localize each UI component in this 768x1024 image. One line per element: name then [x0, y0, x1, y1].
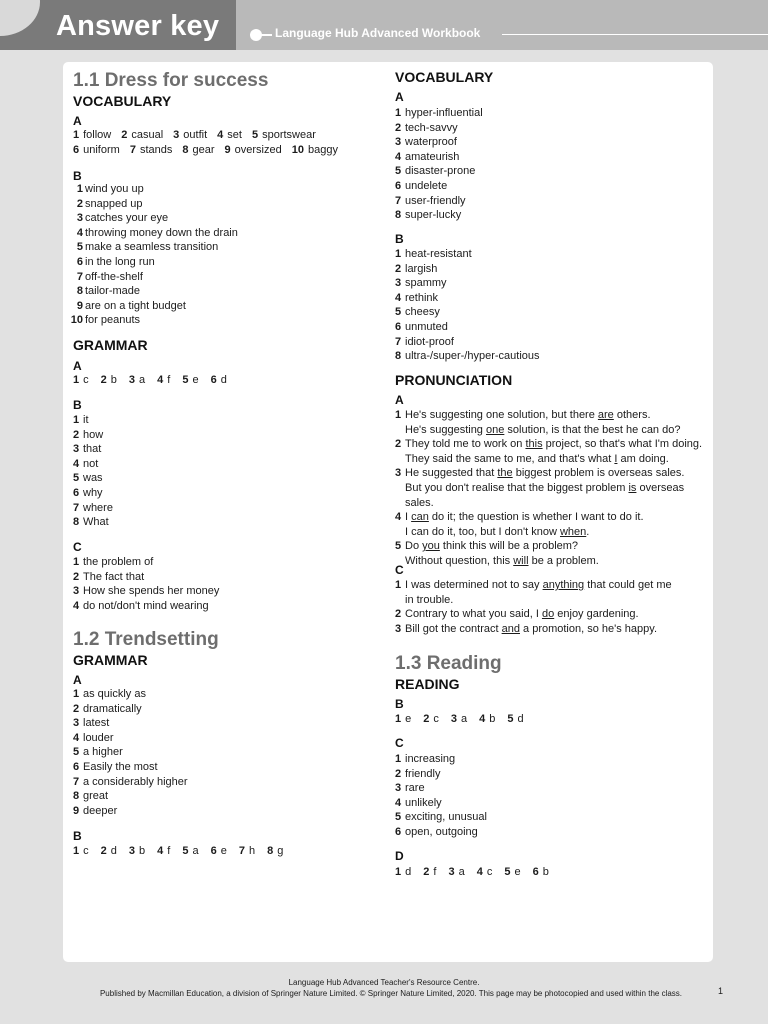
pronunciation-list [395, 408, 710, 569]
answer-item: 1 e [395, 713, 412, 725]
header-rule [502, 34, 768, 35]
answer-item: 1 c [73, 374, 89, 386]
answer-item: 6 unmuted [395, 320, 448, 333]
section-heading: VOCABULARY [395, 69, 494, 85]
footer-line: Language Hub Advanced Teacher's Resource Centre. [288, 978, 480, 987]
header-swoosh-decoration [0, 0, 40, 36]
answer-item: 7 stands [129, 144, 173, 156]
answer-item: 4 set [217, 129, 242, 141]
answer-item: 7 a considerably higher [73, 775, 188, 788]
answer-item: 4 rethink [395, 291, 439, 304]
answer-item: 4 f [157, 845, 171, 857]
pronunciation-item: 1 I was determined not to say anything that could get me in trouble. [395, 579, 672, 606]
part-label: A [395, 90, 404, 104]
answer-item: 3 How she spends her money [73, 585, 220, 598]
answer-item: 8 super-lucky [395, 209, 462, 222]
answer-item: 9 are on a tight budget [76, 299, 186, 312]
answer-item: 3 outfit [173, 129, 208, 141]
answer-item: 1 wind you up [76, 183, 144, 195]
pronunciation-item: 3 Bill got the contract and a promotion, so he's happy. [395, 622, 658, 635]
pronunciation-item: 5 Do you think this will be a problem? Without question, this will be a problem. [395, 540, 599, 567]
part-label: B [395, 232, 404, 246]
answer-item: 3 rare [395, 782, 425, 795]
answer-item: 3 waterproof [395, 136, 457, 149]
answer-item: 7 h [238, 845, 256, 857]
answer-item: 6 uniform [73, 144, 120, 156]
part-label: A [73, 114, 82, 128]
answer-item: 5 e [182, 374, 199, 386]
answer-list [73, 687, 188, 818]
answer-item: 2 dramatically [73, 702, 142, 715]
header-band-light [236, 0, 768, 50]
part-label: A [73, 359, 82, 373]
part-label: B [73, 829, 82, 843]
answer-item: 4 amateurish [395, 150, 460, 163]
part-label: B [73, 398, 82, 412]
answer-item: 6 undelete [395, 179, 448, 192]
answer-list [73, 555, 219, 613]
answer-item: 8 What [73, 516, 109, 529]
answer-item: 5 sportswear [251, 129, 316, 141]
answer-item: 2 f [423, 866, 437, 878]
answer-item: 8 tailor-made [76, 285, 141, 298]
answer-item: 1 c [73, 845, 89, 857]
answer-row [395, 865, 561, 880]
answer-item: 10 baggy [291, 144, 338, 156]
answer-item: 1 heat-resistant [395, 248, 472, 260]
part-label: B [73, 169, 82, 183]
answer-item: 3 a [448, 866, 465, 878]
answer-item: 9 oversized [224, 144, 282, 156]
answer-item: 4 unlikely [395, 796, 442, 809]
answer-item: 3 catches your eye [76, 212, 169, 225]
part-label: C [395, 736, 404, 750]
answer-item: 1 the problem of [73, 556, 154, 568]
answer-item: 6 open, outgoing [395, 825, 478, 838]
answer-item: 7 where [73, 501, 113, 514]
pronunciation-item: 2 Contrary to what you said, I do enjoy gardening. [395, 608, 639, 621]
answer-item: 7 idiot-proof [395, 335, 454, 348]
answer-item: 2 The fact that [73, 570, 145, 583]
part-label: C [73, 540, 82, 554]
part-label: C [395, 563, 404, 577]
answer-item: 5 a higher [73, 746, 123, 759]
section-heading: VOCABULARY [73, 93, 172, 109]
answer-list [395, 247, 540, 364]
answer-item: 5 make a seamless transition [76, 241, 219, 254]
answer-item: 5 exciting, unusual [395, 811, 487, 824]
answer-item: 4 f [157, 374, 171, 386]
answer-item: 2 largish [395, 262, 438, 275]
answer-item: 3 latest [73, 717, 110, 730]
footer-copyright: Published by Macmillan Education, a division of Springer Nature Limited. © Springer Nature Limited, 2020. This page may be photocopied and used within the class. [99, 989, 683, 998]
part-label: A [73, 673, 82, 687]
answer-item: 2 b [100, 374, 117, 386]
section-heading: GRAMMAR [73, 337, 148, 353]
answer-item: 4 c [476, 866, 493, 878]
answer-item: 5 d [507, 713, 524, 725]
part-label: B [395, 697, 404, 711]
answer-item: 7 user-friendly [395, 194, 466, 207]
answer-item: 8 great [73, 790, 109, 803]
answer-item: 10 for peanuts [70, 314, 141, 327]
answer-item: 6 Easily the most [73, 760, 158, 773]
answer-panel [63, 62, 713, 962]
unit-title: 1.2 Trendsetting [73, 629, 219, 650]
answer-list [69, 182, 238, 328]
answer-item: 8 gear [182, 144, 215, 156]
answer-item: 5 a [182, 845, 199, 857]
answer-item: 5 e [504, 866, 521, 878]
pronunciation-item: 2 They told me to work on this project, so that's what I'm doing. They said the same to me, and that's what I am doing. [395, 438, 703, 465]
answer-item: 6 b [532, 866, 549, 878]
answer-item: 2 c [423, 713, 439, 725]
answer-item: 1 it [73, 414, 89, 426]
answer-item: 9 deeper [73, 804, 118, 817]
answer-item: 1 increasing [395, 753, 456, 765]
section-heading: READING [395, 676, 460, 692]
answer-item: 1 d [395, 866, 412, 878]
answer-item: 6 why [73, 486, 103, 499]
answer-item: 3 a [450, 713, 468, 725]
answer-item: 2 d [100, 845, 117, 857]
answer-item: 6 e [210, 845, 227, 857]
answer-list [395, 752, 487, 840]
unit-title: 1.1 Dress for success [73, 70, 269, 91]
answer-item: 2 how [73, 428, 104, 441]
answer-item: 3 that [73, 443, 102, 456]
answer-item: 7 off-the-shelf [76, 270, 143, 283]
answer-item: 3 b [128, 845, 146, 857]
answer-item: 6 d [210, 374, 227, 386]
page-title: Answer key [56, 10, 220, 42]
answer-item: 2 casual [121, 129, 164, 141]
answer-item: 5 disaster-prone [395, 165, 476, 178]
pronunciation-item: 3 He suggested that the biggest problem is overseas sales. But you don't realise that the biggest problem is overseas sales. [395, 467, 685, 509]
answer-item: 6 in the long run [76, 255, 155, 268]
answer-item: 4 b [479, 713, 496, 725]
answer-item: 5 was [73, 472, 103, 485]
answer-row [73, 373, 239, 388]
footer [0, 977, 768, 999]
header-rule [260, 34, 272, 36]
answer-item: 4 throwing money down the drain [76, 226, 238, 239]
book-title: Language Hub Advanced Workbook [275, 26, 481, 40]
page-number: 1 [718, 986, 724, 996]
answer-item: 1 follow [73, 129, 112, 141]
section-heading: GRAMMAR [73, 652, 148, 668]
pronunciation-item: 1 He's suggesting one solution, but there are others. He's suggesting one solution, is that the best he can do? [395, 409, 681, 436]
pronunciation-item: 4 I can do it; the question is whether I want to do it. I can do it, too, but I don't know when. [395, 511, 644, 538]
answer-row [73, 128, 326, 143]
part-label: A [395, 393, 404, 407]
answer-item: 2 snapped up [76, 197, 143, 210]
answer-item: 2 tech-savvy [395, 121, 458, 134]
answer-item: 8 g [267, 845, 284, 857]
answer-item: 3 a [128, 374, 146, 386]
answer-item: 3 spammy [395, 277, 447, 290]
part-label: D [395, 849, 404, 863]
answer-row [73, 844, 295, 859]
answer-item: 1 as quickly as [73, 688, 146, 700]
answer-item: 1 hyper-influential [395, 107, 483, 119]
answer-row [395, 712, 536, 727]
answer-row [73, 143, 348, 158]
section-heading: PRONUNCIATION [395, 372, 513, 388]
answer-item: 4 louder [73, 731, 114, 744]
answer-item: 4 do not/don't mind wearing [73, 599, 209, 612]
answer-item: 8 ultra-/super-/hyper-cautious [395, 350, 540, 363]
answer-list [73, 413, 113, 530]
answer-item: 2 friendly [395, 767, 441, 780]
answer-item: 4 not [73, 457, 99, 470]
pronunciation-list [395, 578, 672, 636]
unit-title: 1.3 Reading [395, 653, 502, 674]
answer-item: 5 cheesy [395, 306, 440, 319]
answer-list [395, 106, 483, 223]
